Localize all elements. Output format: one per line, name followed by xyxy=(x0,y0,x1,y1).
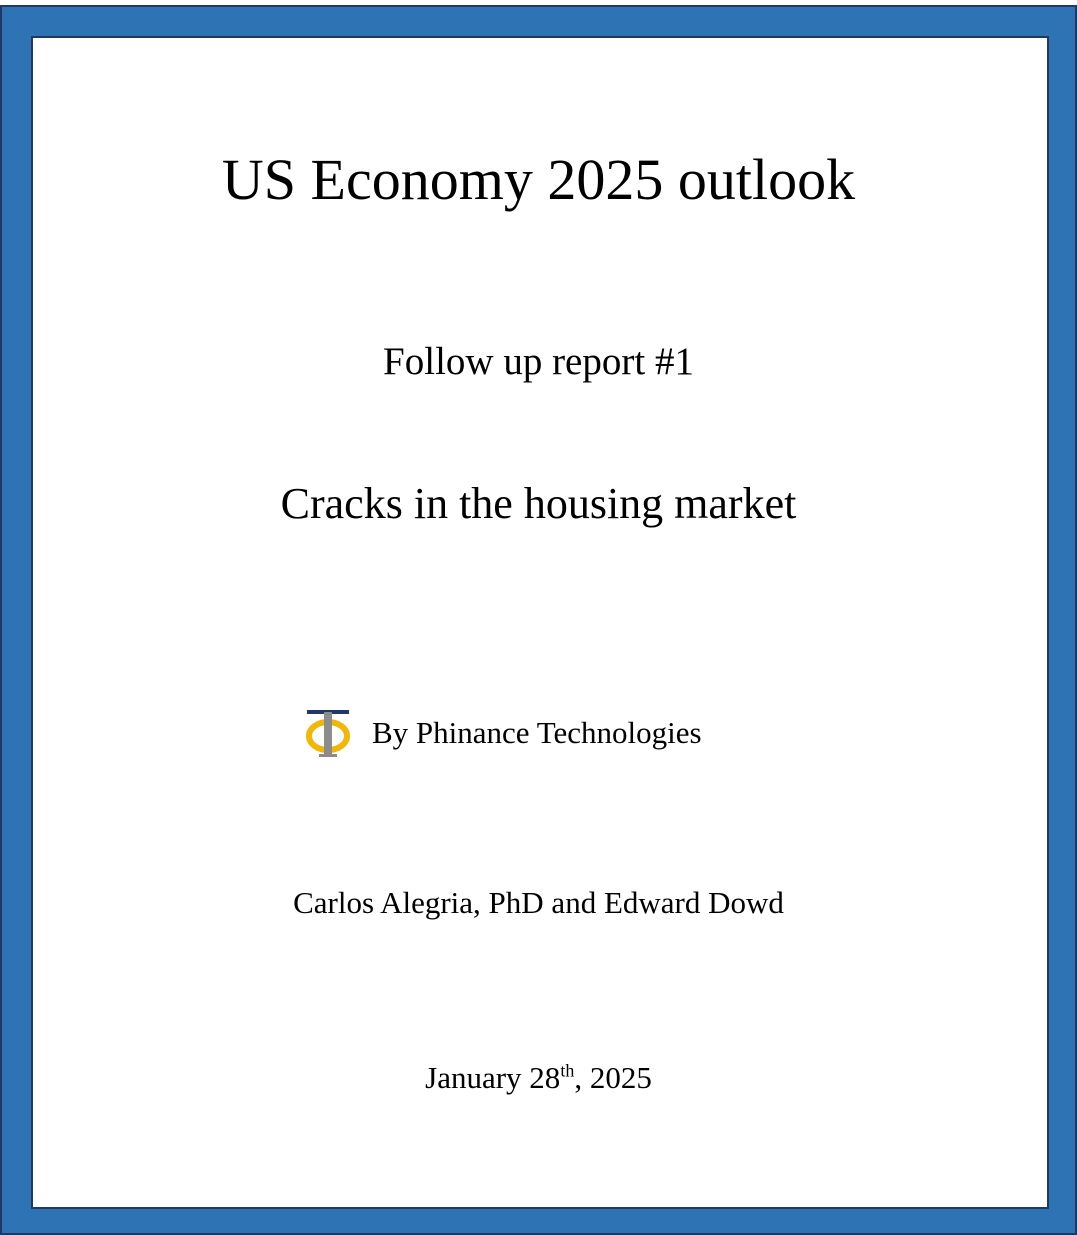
report-subtitle: Follow up report #1 xyxy=(383,340,694,383)
report-date xyxy=(0,1059,1077,1097)
date-month-day: January 28 xyxy=(425,1060,561,1095)
byline-text: By Phinance Technologies xyxy=(372,715,702,750)
report-title: US Economy 2025 outlook xyxy=(221,147,856,212)
date-year: , 2025 xyxy=(574,1060,652,1095)
date-ordinal-suffix: th xyxy=(560,1060,575,1081)
byline xyxy=(305,708,702,758)
authors: Carlos Alegria, PhD and Edward Dowd xyxy=(293,885,784,920)
report-topic: Cracks in the housing market xyxy=(280,479,797,528)
phinance-technologies-logo-icon xyxy=(305,708,351,758)
